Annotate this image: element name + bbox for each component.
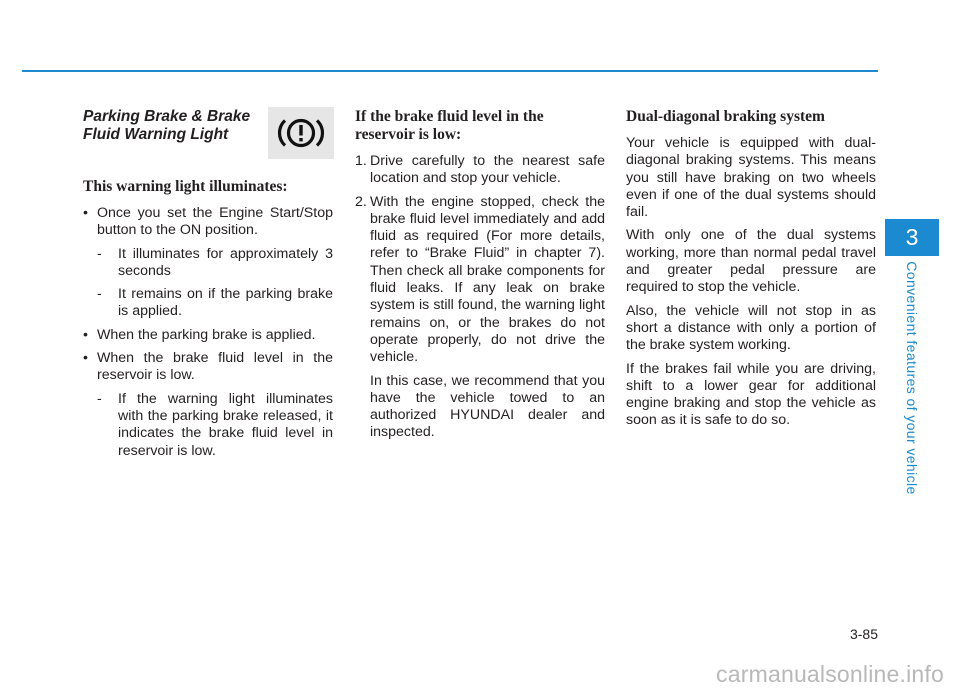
chapter-title: Convenient features of your vehicle — [904, 261, 920, 495]
page-number: 3-85 — [849, 626, 878, 642]
list-item: • Once you set the Engine Start/Stop button to the ON position. — [83, 205, 333, 240]
col3-heading: Dual-diagonal braking system — [626, 108, 825, 125]
chapter-tab: 3 — [885, 219, 939, 256]
paragraph: With only one of the dual systems working, more than normal pedal travel and greater pedal pressure are required to stop the vehicle. — [626, 227, 876, 296]
col1-subheading: This warning light illuminates: — [83, 178, 288, 195]
list-item-paragraph: In this case, we recommend that you have the vehicle towed to an authorized HYUNDAI dealer and inspected. — [370, 372, 605, 441]
paragraph: Your vehicle is equipped with dual-diagonal braking systems. This means you still have braking on two wheels even if one of the dual systems should fail. — [626, 135, 876, 221]
paragraph: If the brakes fail while you are driving, shift to a lower gear for additional engine braking and stop the vehicle as soon as it is safe to do so. — [626, 360, 876, 429]
list-item: • When the parking brake is applied. — [83, 327, 333, 344]
top-divider — [22, 70, 878, 72]
column-right — [626, 108, 876, 430]
section-title-line2: Fluid Warning Light — [83, 126, 229, 143]
list-item: 2. With the engine stopped, check the brake fluid level immediately and add fluid as required (For more details, refer to “Brake Fluid” in chapter 7). Then check all brake components for fluid leaks. If any leak on brake system is still found, the warning light remains on, or the brakes do not operate properly, do not drive the vehicle. — [355, 193, 605, 366]
brake-warning-icon — [268, 107, 334, 159]
paragraph: Also, the vehicle will not stop in as short a distance with only a portion of the brake system working. — [626, 302, 876, 354]
section-title-line1: Parking Brake & Brake — [83, 108, 251, 125]
list-subitem: - It remains on if the parking brake is applied. — [97, 286, 333, 320]
col2-heading: If the brake fluid level in the reservoir is low: — [355, 108, 544, 143]
list-item: 1. Drive carefully to the nearest safe location and stop your vehicle. — [355, 153, 605, 187]
watermark: carmanualsonline.info — [716, 661, 944, 687]
list-subitem: - It illuminates for approximately 3 seconds — [97, 245, 333, 279]
list-subitem: - If the warning light illuminates with the parking brake released, it indicates the brake fluid level in reservoir is low. — [97, 390, 333, 459]
list-item: • When the brake fluid level in the reservoir is low. — [83, 350, 333, 385]
column-left — [83, 108, 333, 460]
section-title — [83, 108, 263, 144]
column-middle — [355, 108, 605, 442]
